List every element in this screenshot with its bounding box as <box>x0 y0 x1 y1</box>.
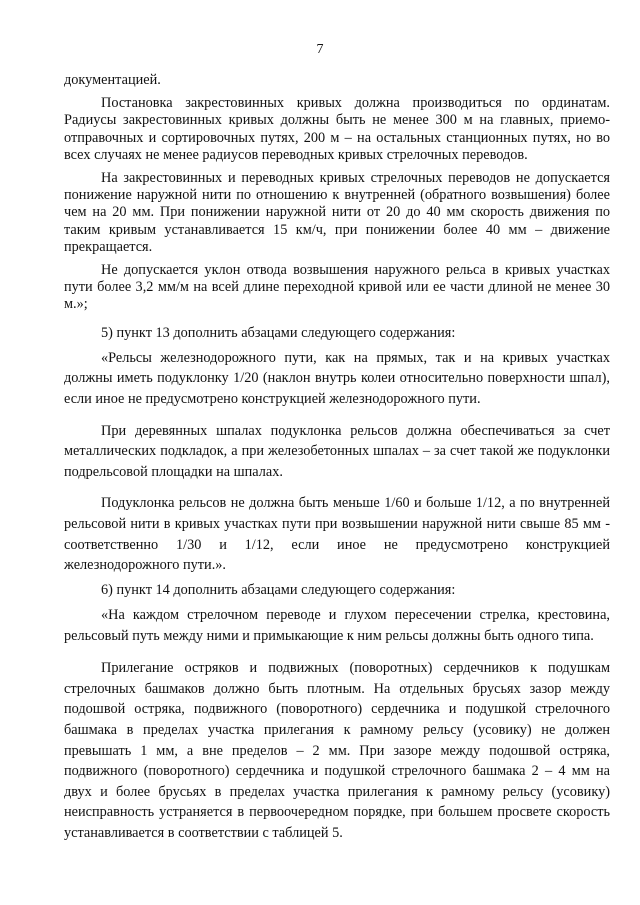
document-body <box>64 72 610 844</box>
paragraph-curve-radii: Постановка закрестовинных кривых должна производиться по ординатам. Радиусы закрестовинных кривых должны быть не менее 300 м на главных, приемо-отправочных и сортировочных путях, 200 м – на остальных станционных путях, но во всех случаях не менее радиусов переводных кривых стрелочных переводов. <box>64 95 610 163</box>
paragraph-item-6: 6) пункт 14 дополнить абзацами следующего содержания: <box>101 581 456 598</box>
page-number: 7 <box>316 42 324 57</box>
paragraph-cant-limits: Подуклонка рельсов не должна быть меньше 1/60 и больше 1/12, а по внутренней рельсовой нити в кривых участках пути при возвышении наружной нити свыше 85 мм - соответственно 1/30 и 1/12, если иное не предусмотрено конструкцией железнодорожного пути.». <box>64 495 610 574</box>
paragraph-item-5: 5) пункт 13 дополнить абзацами следующего содержания: <box>101 324 456 341</box>
paragraph-switch-point-fit: Прилегание остряков и подвижных (поворотных) сердечников к подушкам стрелочных башмаков должно быть плотным. На отдельных брусьях зазор между подошвой остряка, подвижного (поворотного) сердечника и подушкой стрелочного башмака в пределах участка прилегания к рамному рельсу (усовику) не должен превышать 1 мм, а вне пределов – 2 мм. При зазоре между подошвой остряка, подвижного (поворотного) сердечника и подушкой стрелочного башмака 2 – 4 мм на двух и более брусьях в пределах участка прилегания к рамному рельсу (усовику) неисправность устраняется в первоочередном порядке, при большем просвете скорость устанавливается в соответствии с таблицей 5. <box>64 660 610 841</box>
paragraph-outer-rail-lowering: На закрестовинных и переводных кривых стрелочных переводов не допускается понижение наружной нити по отношению к внутренней (обратного возвышения) более чем на 20 мм. При понижении наружной нити от 20 до 40 мм скорость движения по таким кривым устанавливается 15 км/ч, при понижении более 40 мм – движение прекращается. <box>64 170 610 255</box>
paragraph-elevation-slope: Не допускается уклон отвода возвышения наружного рельса в кривых участках пути более 3,2 мм/м на всей длине переходной кривой или ее части длиной не менее 30 м.»; <box>64 262 610 313</box>
paragraph-switch-rail-type: «На каждом стрелочном переводе и глухом пересечении стрелка, крестовина, рельсовый путь между ними и примыкающие к ним рельсы должны быть одного типа. <box>64 606 610 644</box>
paragraph-wooden-sleepers: При деревянных шпалах подуклонка рельсов должна обеспечиваться за счет металлических подкладок, а при железобетонных шпалах – за счет такой же подуклонки подрельсовой площадки на шпалах. <box>64 422 610 480</box>
paragraph-continuation: документацией. <box>64 72 161 88</box>
paragraph-rail-cant: «Рельсы железнодорожного пути, как на прямых, так и на кривых участках должны иметь подуклонку 1/20 (наклон внутрь колеи относительно поверхности шпал), если иное не предусмотрено конструкцией железнодорожного пути. <box>64 349 610 408</box>
